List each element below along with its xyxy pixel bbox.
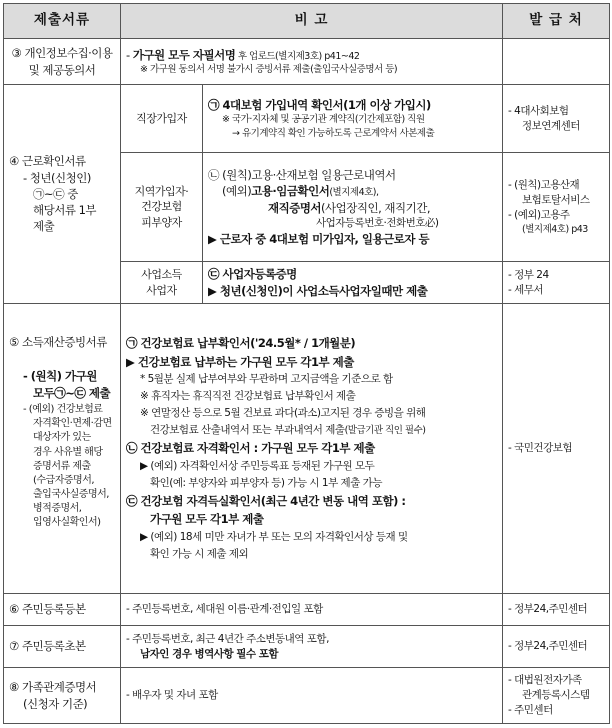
note-resident-copy: - 주민등록번호, 세대원 이름·관계·전입일 포함: [121, 594, 503, 626]
row-consent: [4, 39, 610, 85]
issuer-resident-abstract: - 정부24,주민센터: [503, 626, 610, 668]
header-col-docs: 제출서류: [4, 4, 121, 39]
issuer-business: - 정부 24 - 세무서: [503, 262, 610, 304]
issuer-income: - 국민건강보험: [503, 304, 610, 594]
issuer-resident-copy: - 정부24,주민센터: [503, 594, 610, 626]
document-table: [3, 3, 610, 724]
cat-regional: 지역가입자· 건강보험 피부양자: [121, 153, 203, 262]
note-business: ㉢ 사업자등록증명 ▶ 청년(신청인)이 사업소득사업자일때만 제출: [203, 262, 503, 304]
row-family-cert: [4, 668, 610, 724]
issuer-family-cert: - 대법원전자가족 관계등록시스템 - 주민센터: [503, 668, 610, 724]
doc-resident-copy: ⑥ 주민등록등본: [4, 594, 121, 626]
doc-consent: ③ 개인정보수집·이용 및 제공동의서: [4, 39, 121, 85]
doc-family-cert: ⑧ 가족관계증명서 (신청자 기준): [4, 668, 121, 724]
issuer-employee: - 4대사회보험 정보연계센터: [503, 85, 610, 153]
note-family-cert: - 배우자 및 자녀 포함: [121, 668, 503, 724]
note-income: ㉠ 건강보험료 납부확인서('24.5월* / 1개월분) ▶ 건강보험료 납부하는 가구원 모두 각1부 제출 * 5월분 실제 납부여부와 무관하며 고지금액을 기준으로 함 ※ 휴직자는 휴직직전 건강보험료 납부확인서 제출 ※ 연말정산 등으로 5월 건보료 과다(과소)고지된 경우 증빙을 위해 건강보험료 산출내역서 또는 부과내역서 제출(발급기관 직인 필수) ㉡ 건강보험료 자격확인서 : 가구원 모두 각1부 제출 ▶ (예외) 자격확인서상 주민등록표 등재된 가구원 모두 확인(예: 부양자와 피부양자 등) 가능 시 1부 제출 가능 ㉢ 건강보험 자격득실확인서(최근 4년간 변동 내역 포함) : 가구원 모두 각1부 제출 ▶ (예외) 18세 미만 자녀가 부 또는 모의 자격확인서상 등재 및 확인 가능 시 제출 제외: [121, 304, 503, 594]
issuer-regional: - (원칙)고용산재 보험토탈서비스 - (예외)고용주 (별지제4호) p43: [503, 153, 610, 262]
row-resident-abstract: [4, 626, 610, 668]
cat-employee: 직장가입자: [121, 85, 203, 153]
doc-resident-abstract: ⑦ 주민등록초본: [4, 626, 121, 668]
doc-employment: ④ 근로확인서류 - 청년(신청인) ㉠~㉢ 중 해당서류 1부 제출: [4, 85, 121, 304]
row-resident-copy: [4, 594, 610, 626]
doc-income: ⑤ 소득재산증빙서류 - (원칙) 가구원 모두㉠~㉢ 제출 - (예외) 건강보험료 자격확인·면제·감면 대상자가 있는 경우 사유별 해당 증명서류 제출 (수급자증명서, 출입국사실증명서, 병적증명서, 입영사실확인서): [4, 304, 121, 594]
note-employee: ㉠ 4대보험 가입내역 확인서(1개 이상 가입시) ※ 국가·지자체 및 공공기관 계약직(기간제포함) 직원 → 유기계약직 확인 가능하도록 근로계약서 사본제출: [203, 85, 503, 153]
row-income: [4, 304, 610, 594]
header-row: [4, 4, 610, 39]
note-resident-abstract: - 주민등록번호, 최근 4년간 주소변동내역 포함, 남자인 경우 병역사항 필수 포함: [121, 626, 503, 668]
issuer-consent: [503, 39, 610, 85]
header-col-issuer: 발 급 처: [503, 4, 610, 39]
note-regional: ㉡ (원칙)고용·산재보험 일용근로내역서 (예외)고용·임금확인서(별지제4호), 재직증명서(사업장직인, 재직기간, 사업자등록번호·전화번호必) ▶ 근로자 중 4대보험 미가입자, 일용근로자 등: [203, 153, 503, 262]
cat-business: 사업소득 사업자: [121, 262, 203, 304]
row-employee: [4, 85, 610, 153]
note-consent: - 가구원 모두 자필서명 후 업로드(별지제3호) p41~42 ※ 가구원 동의서 서명 불가시 증빙서류 제출(출입국사실증명서 등): [121, 39, 503, 85]
header-col-notes: 비 고: [121, 4, 503, 39]
